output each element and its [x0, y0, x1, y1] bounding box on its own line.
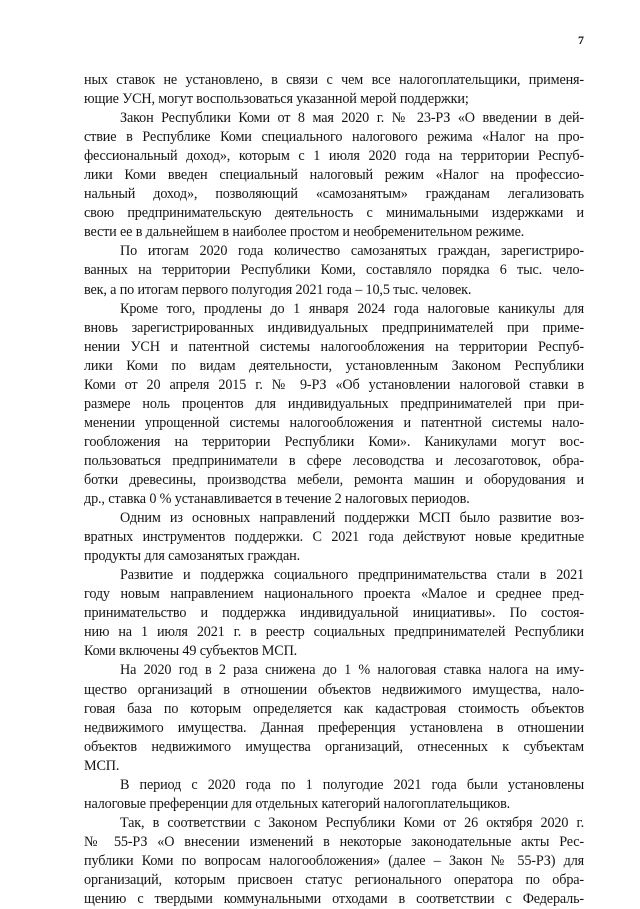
text-line: году новым направлением национального проекта «Малое и среднее пред-: [84, 586, 584, 603]
text-line: Закон Республики Коми от 8 мая 2020 г. № 23-РЗ «О введении в дей-: [120, 110, 584, 127]
text-line: На 2020 год в 2 раза снижена до 1 % налоговая ставка налога на иму-: [120, 662, 584, 679]
text-line: недвижимого имущества. Данная преференция установлена в отношении: [84, 719, 584, 736]
text-line: налоговые преференции для отдельных категорий налогоплательщиков.: [84, 795, 511, 812]
text-line: публики Коми по вопросам налогообложения» (далее – Закон № 55-РЗ) для: [84, 852, 584, 869]
text-line: По итогам 2020 года количество самозанятых граждан, зарегистриро-: [120, 243, 584, 260]
text-line: лики Коми введен специальный налоговый режим «Налог на профессио-: [84, 167, 584, 184]
text-line: размере ноль процентов для индивидуальных предпринимателей при при-: [84, 395, 584, 412]
text-line: Одним из основных направлений поддержки МСП было развитие воз-: [120, 510, 584, 527]
text-line: др., ставка 0 % устанавливается в течение 2 налоговых периодов.: [84, 491, 470, 508]
text-line: щению с твердыми коммунальными отходами в соответствии с Федераль-: [84, 891, 584, 908]
text-line: нию на 1 июля 2021 г. в реестр социальных предпринимателей Республики: [84, 624, 584, 641]
text-line: № 55-РЗ «О внесении изменений в некоторые законодательные акты Рес-: [84, 833, 584, 850]
text-line: менении упрощенной системы налогообложения и патентной системы нало-: [84, 414, 584, 431]
text-line: лики Коми по видам деятельности, установленным Законом Республики: [84, 357, 584, 374]
text-line: принимательство и поддержка индивидуальной инициативы». По состоя-: [84, 605, 584, 622]
text-line: В период с 2020 года по 1 полугодие 2021 года были установлены: [120, 776, 584, 793]
text-line: век, а по итогам первого полугодия 2021 года – 10,5 тыс. человек.: [84, 281, 472, 298]
text-line: гообложения на территории Республики Коми». Каникулами могут вос-: [84, 433, 584, 450]
body-text: [84, 71, 584, 909]
text-line: говая база по которым определяется как кадастровая стоимость объектов: [84, 700, 584, 717]
text-line: щество организаций в отношении объектов недвижимого имущества, нало-: [84, 681, 584, 698]
text-line: продукты для самозанятых граждан.: [84, 548, 300, 565]
text-line: организаций, которым присвоен статус регионального оператора по обра-: [84, 871, 584, 888]
page-number: 7: [578, 33, 584, 47]
text-line: ных ставок не установлено, в связи с чем все налогоплательщики, применя-: [84, 72, 584, 88]
text-line: нальный доход», позволяющий «самозанятым» гражданам легализовать: [84, 186, 584, 203]
text-line: пользоваться предприниматели в сфере лесоводства и лесозаготовок, обра-: [84, 452, 584, 469]
text-line: МСП.: [84, 757, 120, 774]
text-line: ботки древесины, производства мебели, ремонта машин и оборудования и: [84, 471, 584, 488]
text-line: вновь зарегистрированных индивидуальных предпринимателей при приме-: [84, 319, 584, 336]
text-line: фессиональный доход», которым с 1 июля 2020 года на территории Респуб-: [84, 148, 584, 165]
text-line: вести ее в дальнейшем в наиболее простом и необременительном режиме.: [84, 224, 525, 241]
text-line: ствие в Республике Коми специального налогового режима «Налог на про-: [84, 129, 584, 146]
text-line: Коми включены 49 субъектов МСП.: [84, 643, 298, 660]
text-line: Так, в соответствии с Законом Республики Коми от 26 октября 2020 г.: [120, 814, 584, 831]
text-line: Кроме того, продлены до 1 января 2024 года налоговые каникулы для: [120, 300, 584, 317]
text-line: Развитие и поддержка социального предпринимательства стали в 2021: [120, 567, 584, 584]
text-line: нении УСН и патентной системы налогообложения на территории Респуб-: [84, 338, 584, 355]
text-line: ющие УСН, могут воспользоваться указанной мерой поддержки;: [84, 91, 469, 108]
text-line: ванных на территории Республики Коми, составляло порядка 6 тыс. чело-: [84, 262, 584, 279]
text-line: вратных инструментов поддержки. С 2021 года действуют новые кредитные: [84, 529, 584, 546]
text-line: свою предпринимательскую деятельность с минимальными издержками и: [84, 205, 584, 222]
text-line: Коми от 20 апреля 2015 г. № 9-РЗ «Об установлении налоговой ставки в: [84, 376, 584, 393]
text-line: объектов недвижимого имущества организаций, отнесенных к субъектам: [84, 738, 584, 755]
